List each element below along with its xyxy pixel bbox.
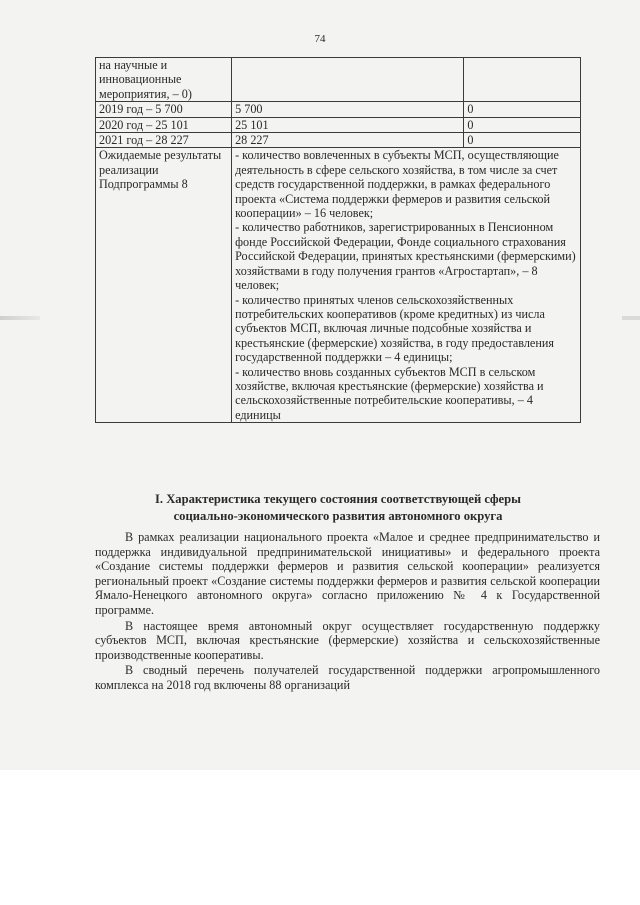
table-cell: 2020 год – 25 101 — [96, 117, 232, 132]
table-row — [96, 58, 581, 102]
table-cell — [232, 58, 464, 102]
table-cell: 0 — [464, 117, 581, 132]
section-heading-line: социально-экономического развития автономного округа — [173, 509, 503, 523]
table-cell — [464, 58, 581, 102]
result-item: - количество вовлеченных в субъекты МСП, осуществляющие деятельность в сфере сельского хозяйства, в том числе за счет средств государственной поддержки, в рамках федерального проекта «Система поддержки фермеров и развития сельской кооперации» – 16 человек; — [235, 148, 559, 221]
scan-edge-artifact — [0, 316, 40, 320]
table-cell: 28 227 — [232, 133, 464, 148]
paragraph: В рамках реализации национального проекта «Малое и среднее предпринимательство и поддержка индивидуальной предпринимательской инициативы» и федерального проекта «Создание системы поддержки фермеров и развития сельской кооперации» реализуется региональный проект «Создание системы поддержки фермеров и развития сельской кооперации Ямало-Ненецкого автономного округа» согласно приложению № 4 к Государственной программе. — [95, 530, 600, 617]
table-cell: на научные и инновационные мероприятия, – 0) — [96, 58, 232, 102]
table-row — [96, 102, 581, 117]
financing-table — [95, 57, 581, 423]
result-item: - количество принятых членов сельскохозяйственных потребительских кооперативов (кроме кредитных) из числа субъектов МСП, включая личные подсобные хозяйства и крестьянские (фермерские) хозяйства, в году предоставления государственной поддержки – 4 единицы; — [235, 292, 554, 365]
section-heading-line: I. Характеристика текущего состояния соответствующей сферы — [155, 492, 521, 506]
section-heading — [95, 491, 581, 525]
table-cell: 2021 год – 28 227 — [96, 133, 232, 148]
table-cell: 0 — [464, 102, 581, 117]
table-cell: 0 — [464, 133, 581, 148]
page-number: 74 — [314, 33, 326, 45]
paragraph: В сводный перечень получателей государственной поддержки агропромышленного комплекса на 2018 год включены 88 организаций — [95, 663, 600, 692]
table-row-expected-results — [96, 148, 581, 423]
paragraph: В настоящее время автономный округ осуществляет государственную поддержку субъектов МСП, включая крестьянские (фермерские) хозяйства и сельскохозяйственные производственные кооперативы. — [95, 618, 600, 662]
table-row — [96, 133, 581, 148]
table-cell: 2019 год – 5 700 — [96, 102, 232, 117]
table-cell: 5 700 — [232, 102, 464, 117]
table-row — [96, 117, 581, 132]
table-cell: 25 101 — [232, 117, 464, 132]
result-item: - количество вновь созданных субъектов МСП в сельском хозяйстве, включая крестьянские (фермерские) хозяйства и сельскохозяйственные потребительские кооперативы, – 4 единицы — [235, 364, 544, 422]
section-body — [95, 530, 600, 694]
result-item: - количество работников, зарегистрированных в Пенсионном фонде Российской Федерации, Фонде социального страхования Российской Федерации, принятых крестьянскими (фермерскими) хозяйствами в году получения грантов «Агростартап», – 8 человек; — [235, 220, 576, 293]
scan-edge-artifact-right — [622, 316, 640, 320]
results-label: Ожидаемые результаты реализации Подпрограммы 8 — [96, 148, 232, 423]
results-list — [232, 148, 581, 423]
